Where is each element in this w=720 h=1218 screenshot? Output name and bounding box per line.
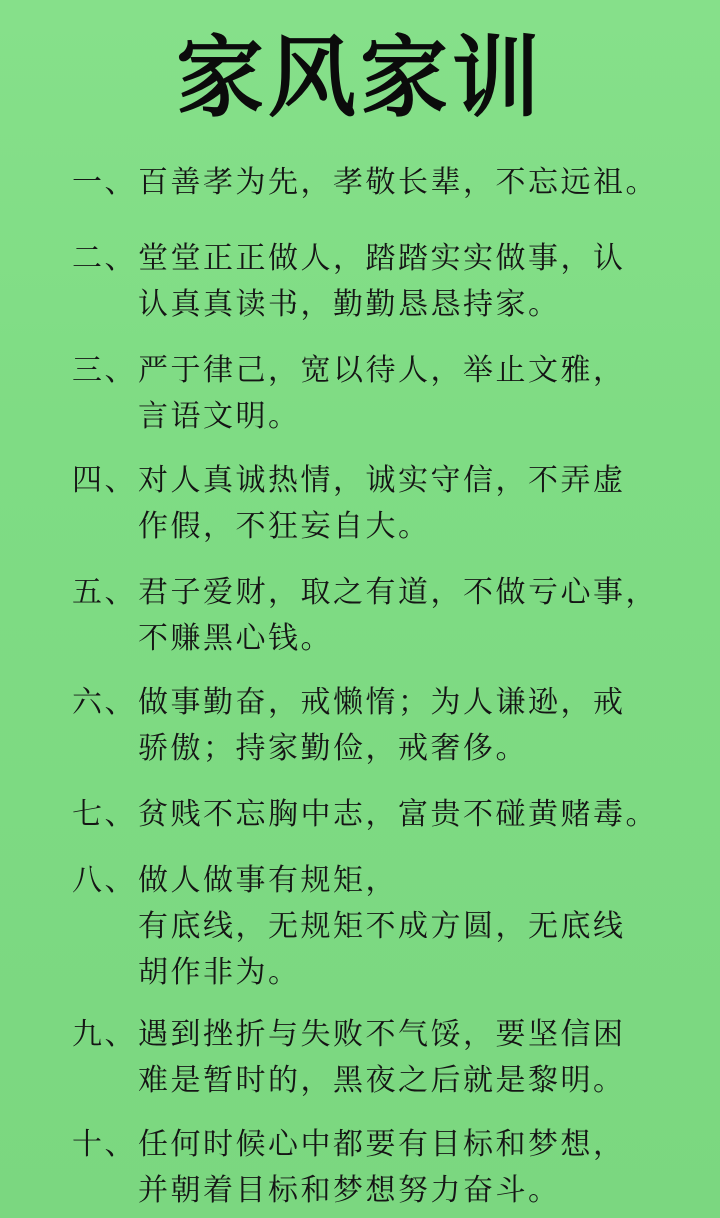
rule-item xyxy=(72,236,672,328)
rule-line: 胡作非为。 xyxy=(138,955,301,990)
rule-number: 十、 xyxy=(72,1127,137,1162)
rule-item xyxy=(72,348,672,440)
rule-line: 百善孝为先，孝敬长辈，不忘远祖。 xyxy=(138,165,658,200)
rule-item xyxy=(72,458,672,550)
rule-line: 严于律己，宽以待人，举止文雅， xyxy=(138,353,626,388)
rule-line: 难是暂时的，黑夜之后就是黎明。 xyxy=(138,1063,626,1098)
rule-number: 三、 xyxy=(72,353,137,388)
rule-number: 六、 xyxy=(72,685,137,720)
rule-number: 九、 xyxy=(72,1017,137,1052)
rule-line: 做事勤奋，戒懒惰；为人谦逊，戒 xyxy=(138,685,626,720)
rule-line: 对人真诚热情，诚实守信，不弄虚 xyxy=(138,463,626,498)
rule-line: 遇到挫折与失败不气馁，要坚信困 xyxy=(138,1017,626,1052)
rule-number: 七、 xyxy=(72,797,137,832)
page-title: 家风家训 xyxy=(175,25,544,129)
rule-item xyxy=(72,1122,672,1214)
rule-item xyxy=(72,570,672,662)
rule-line: 做人做事有规矩， xyxy=(138,863,398,898)
rule-line: 认真真读书，勤勤恳恳持家。 xyxy=(138,287,561,322)
rule-number: 一、 xyxy=(72,165,137,200)
rule-item xyxy=(72,792,672,838)
rule-item xyxy=(72,1012,672,1104)
rule-item xyxy=(72,858,672,996)
rule-number: 八、 xyxy=(72,863,137,898)
rule-line: 不赚黑心钱。 xyxy=(138,621,333,656)
rule-item xyxy=(72,680,672,772)
rule-line: 任何时候心中都要有目标和梦想， xyxy=(138,1127,626,1162)
rule-number: 四、 xyxy=(72,463,137,498)
rule-line: 言语文明。 xyxy=(138,399,301,434)
rule-line: 贫贱不忘胸中志，富贵不碰黄赌毒。 xyxy=(138,797,658,832)
rule-line: 骄傲；持家勤俭，戒奢侈。 xyxy=(138,731,528,766)
rule-number: 五、 xyxy=(72,575,137,610)
rule-line: 有底线，无规矩不成方圆，无底线 xyxy=(138,909,626,944)
rule-line: 堂堂正正做人，踏踏实实做事，认 xyxy=(138,241,626,276)
rule-item xyxy=(72,160,672,206)
rule-number: 二、 xyxy=(72,241,137,276)
rule-line: 君子爱财，取之有道，不做亏心事， xyxy=(138,575,658,610)
rule-line: 作假，不狂妄自大。 xyxy=(138,509,431,544)
rule-line: 并朝着目标和梦想努力奋斗。 xyxy=(138,1173,561,1208)
